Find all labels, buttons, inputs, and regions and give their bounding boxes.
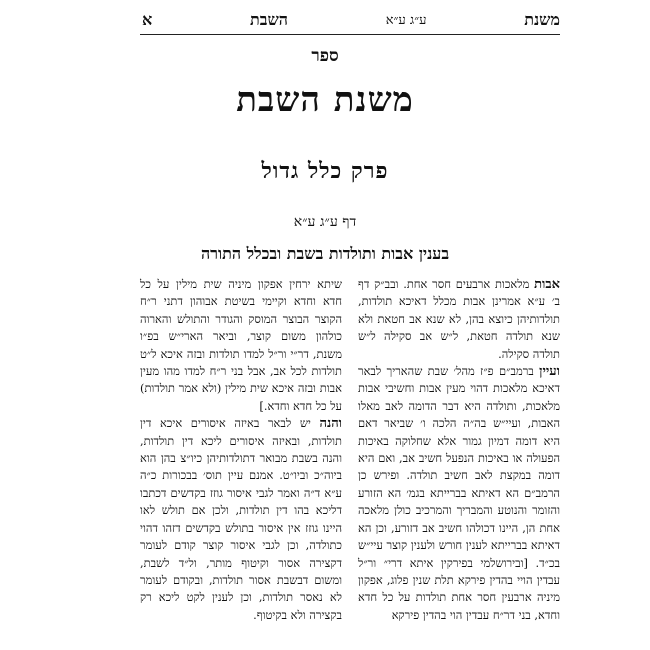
lead-word: ועיין	[539, 364, 560, 380]
book-title: משנת השבת	[236, 80, 414, 120]
left-column	[140, 276, 342, 646]
header-page-letter: א	[142, 10, 153, 29]
right-column	[358, 276, 560, 646]
header-book-name: משנת	[524, 10, 560, 29]
chapter-title: פרק כלל גדול	[261, 158, 389, 184]
paragraph	[358, 276, 560, 363]
paragraph-text: שיתא ירחין אפקון מיניה שית מילין על כל חדא וחדא וקיימי בשיטת אבוהון דתני ר״ח הקוצר הבוצר המוסק והגודר והתולש והארוה כולהון משום קוצר, וביאר הארי״ש בפ״ו משנת, דר״י ור״ל למדו תולדות ובזה איכא ל״ט תולדות לכל אב, אבל בני ר״ח למדו מהו מעין אבות ובזה איכא שית מילין (ולא אמר תולדות) על כל חדא וחדא.]	[140, 277, 342, 413]
daf-reference: דף ע״ג ע״א	[293, 214, 357, 230]
header-rule	[140, 34, 560, 35]
running-header	[142, 8, 560, 32]
text-columns	[140, 276, 560, 646]
lead-word: והנה	[319, 416, 342, 432]
header-daf-ref: ע״ג ע״א	[385, 13, 427, 28]
section-heading: בענין אבות ותולדות בשבת ובכלל התורה	[200, 244, 450, 263]
header-title: השבת	[249, 10, 288, 29]
paragraph	[140, 276, 342, 415]
paragraph-text: יש לבאר באיזה איסורים איכא דין תולדות, ובאיזה איסורים ליכא דין תולדות, והנה בשבת מבואר דתולדותיהן כיו״צ בהן הוא ביוה״כ וביו״ט. אמנם עיין תוס׳ בבכורות כ״ה ע״א ד״ה ואמר לגבי איסור גוזז בקדשים דכתבו דליכא בהו דין תולדות, ולכן אם תולש לאו היינו גוזז אין איסור בתולש בקדשים דזהו דהוי כתולדה, וכן לגבי איסור קוצר קודם לעומר דקצירה אסור וקיטוף מותר, ול״ד לשבת, ומשום דבשבת אסור תולדות, ובקודם לעומר לא נאסר תולדות, וכן לענין לקט ליכא רק בקצירה ולא בקיטוף.	[140, 416, 342, 622]
sefer-label: ספר	[311, 46, 339, 66]
paragraph-text: מלאכות ארבעים חסר אחת. ובב״ק דף ב׳ ע״א אמרינן אבות מכלל דאיכא תולדות, תולדותיהן כיוצא בהן, לא שנא אב חטאת ולא שנא תולדה חטאת, ל״ש אב סקילה ל״ש תולדה סקילה.	[358, 277, 560, 361]
paragraph-text: ברמב״ם פ״ז מהל׳ שבת שהאריך לבאר דאיכא מלאכות דהוי מעין אבות וחשיבי אבות מלאכות, ותולדה היא דבר הדומה לאב מאלו האבות, ועיי״ש בה״ה הלכה ו׳ שביאר דאם היא דומה דמיון גמור אלא שחלוקה באיכות הפעולה או באיכות הנפעל חשיב אב, ואם היא דומה במקצת לאב חשיב תולדה. ופירש כן הרמב״ם הא דאיתא בברייתא בגמ׳ הא הזורע והזומר והנוטע והמבריך והמרכיב כולן מלאכה אחת הן, היינו דכולהו חשיב אב דזורע, וכן הא דאיתא בברייתא לענין חורש ולענין קוצר עיי״ש בכ״ד. [ובירושלמי בפירקין איתא דרי״ ור״ל עבדין הויי בהדין פירקא תלת שנין פלוג, אפקון מיניה ארבעין חסר אחת תולדות על כל חדא וחדא, בני דר״ח עבדין הוי בהדין פירקא	[358, 364, 560, 622]
paragraph	[358, 363, 560, 624]
paragraph	[140, 415, 342, 624]
lead-word: אבות	[534, 277, 560, 292]
